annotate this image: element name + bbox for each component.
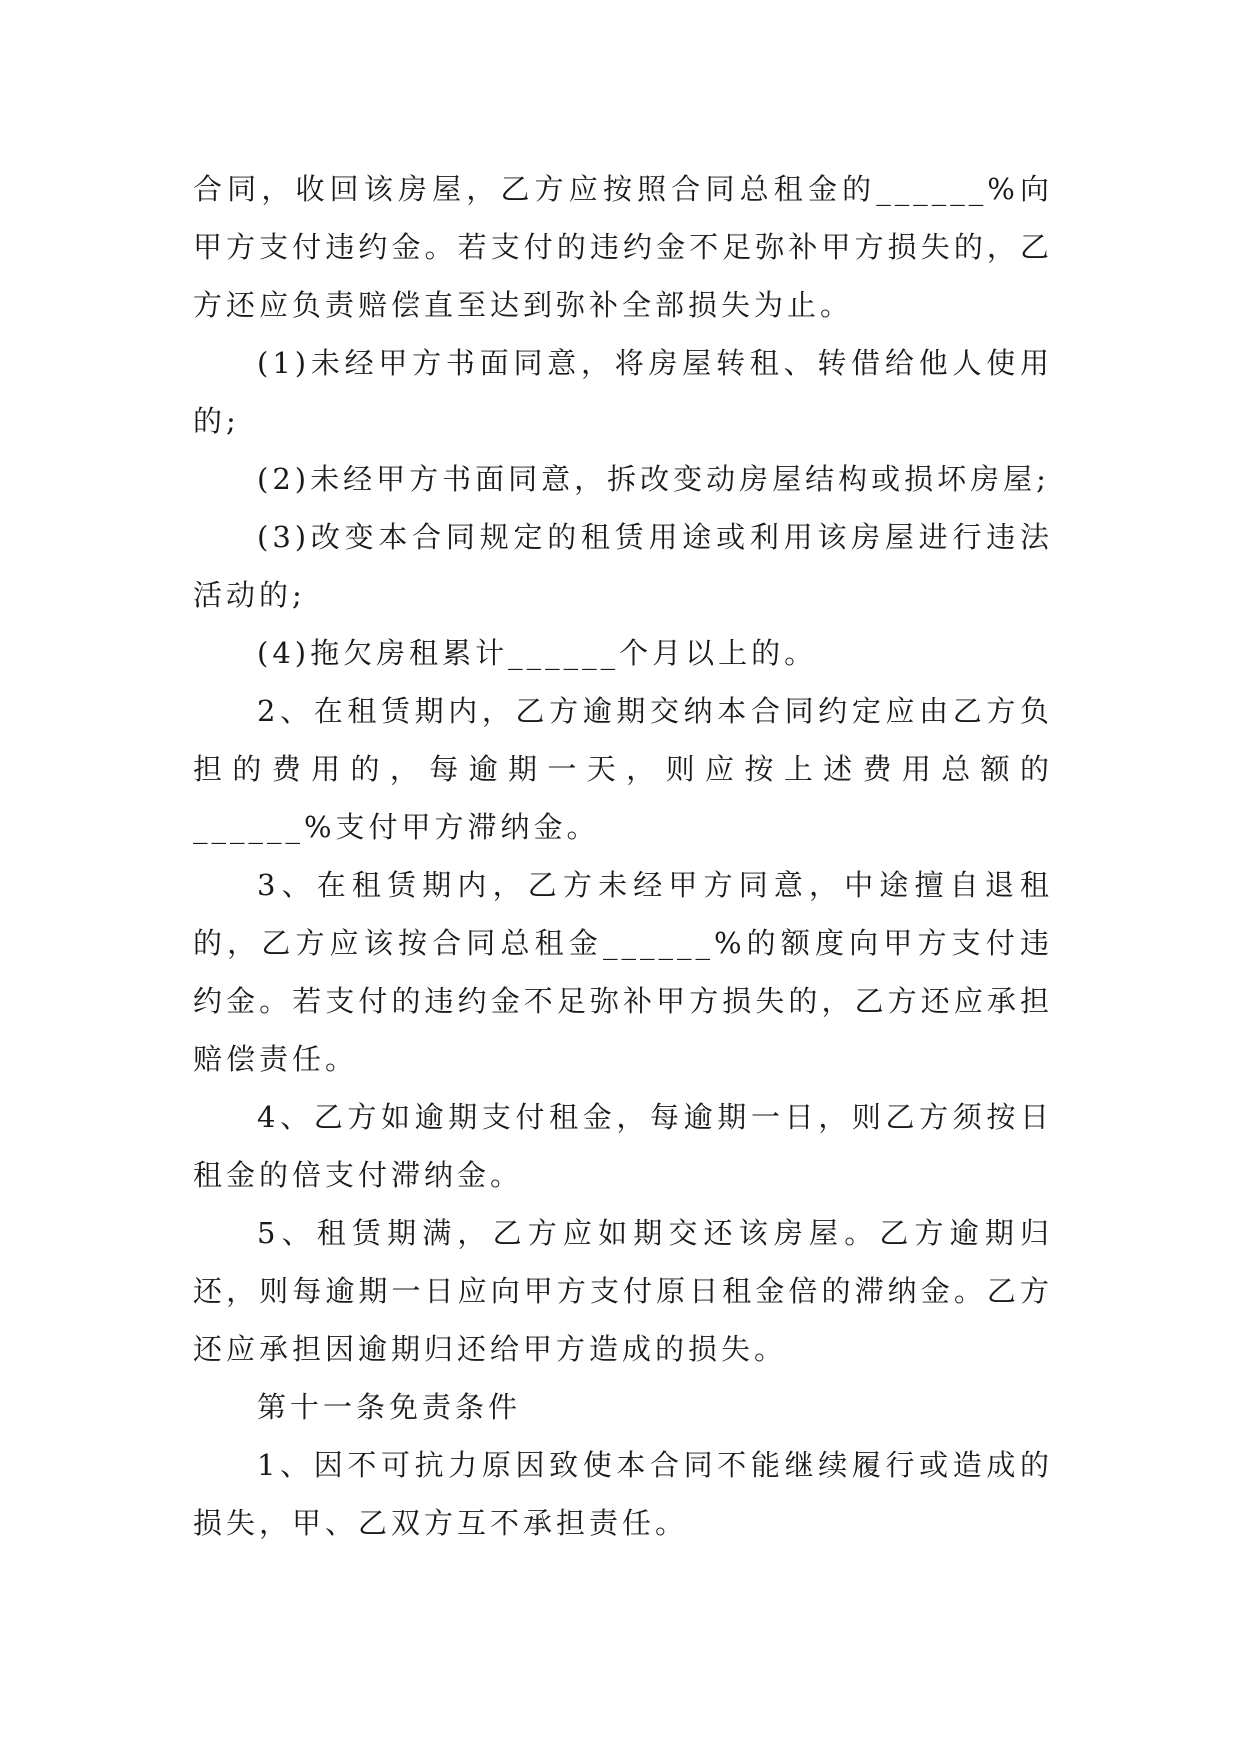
paragraph-clause-4: 4、乙方如逾期支付租金，每逾期一日，则乙方须按日租金的倍支付滞纳金。 (193, 1100, 1053, 1192)
paragraph-continuation: 合同，收回该房屋，乙方应按照合同总租金的______%向甲方支付违约金。若支付的违约金不足弥补甲方损失的，乙方还应负责赔偿直至达到弥补全部损失为止。 (193, 172, 1053, 322)
paragraph-item-4: (4)拖欠房租累计______个月以上的。 (257, 636, 818, 670)
paragraph-item-2: (2)未经甲方书面同意，拆改变动房屋结构或损坏房屋; (257, 462, 1050, 496)
paragraph-clause-3: 3、在租赁期内，乙方未经甲方同意，中途擅自退租的，乙方应该按合同总租金______%的额度向甲方支付违约金。若支付的违约金不足弥补甲方损失的，乙方还应承担赔偿责任。 (193, 868, 1053, 1076)
paragraph-item-1: (1)未经甲方书面同意，将房屋转租、转借给他人使用的; (193, 346, 1053, 438)
paragraph-exemption-1: 1、因不可抗力原因致使本合同不能继续履行或造成的损失，甲、乙双方互不承担责任。 (193, 1448, 1053, 1540)
document-body (193, 160, 1053, 1552)
paragraph-clause-2: 2、在租赁期内，乙方逾期交纳本合同约定应由乙方负担的费用的，每逾期一天，则应按上述费用总额的______%支付甲方滞纳金。 (193, 694, 1053, 844)
section-heading: 第十一条免责条件 (257, 1390, 522, 1424)
paragraph-item-3: (3)改变本合同规定的租赁用途或利用该房屋进行违法活动的; (193, 520, 1053, 612)
paragraph-clause-5: 5、租赁期满，乙方应如期交还该房屋。乙方逾期归还，则每逾期一日应向甲方支付原日租金倍的滞纳金。乙方还应承担因逾期归还给甲方造成的损失。 (193, 1216, 1053, 1366)
